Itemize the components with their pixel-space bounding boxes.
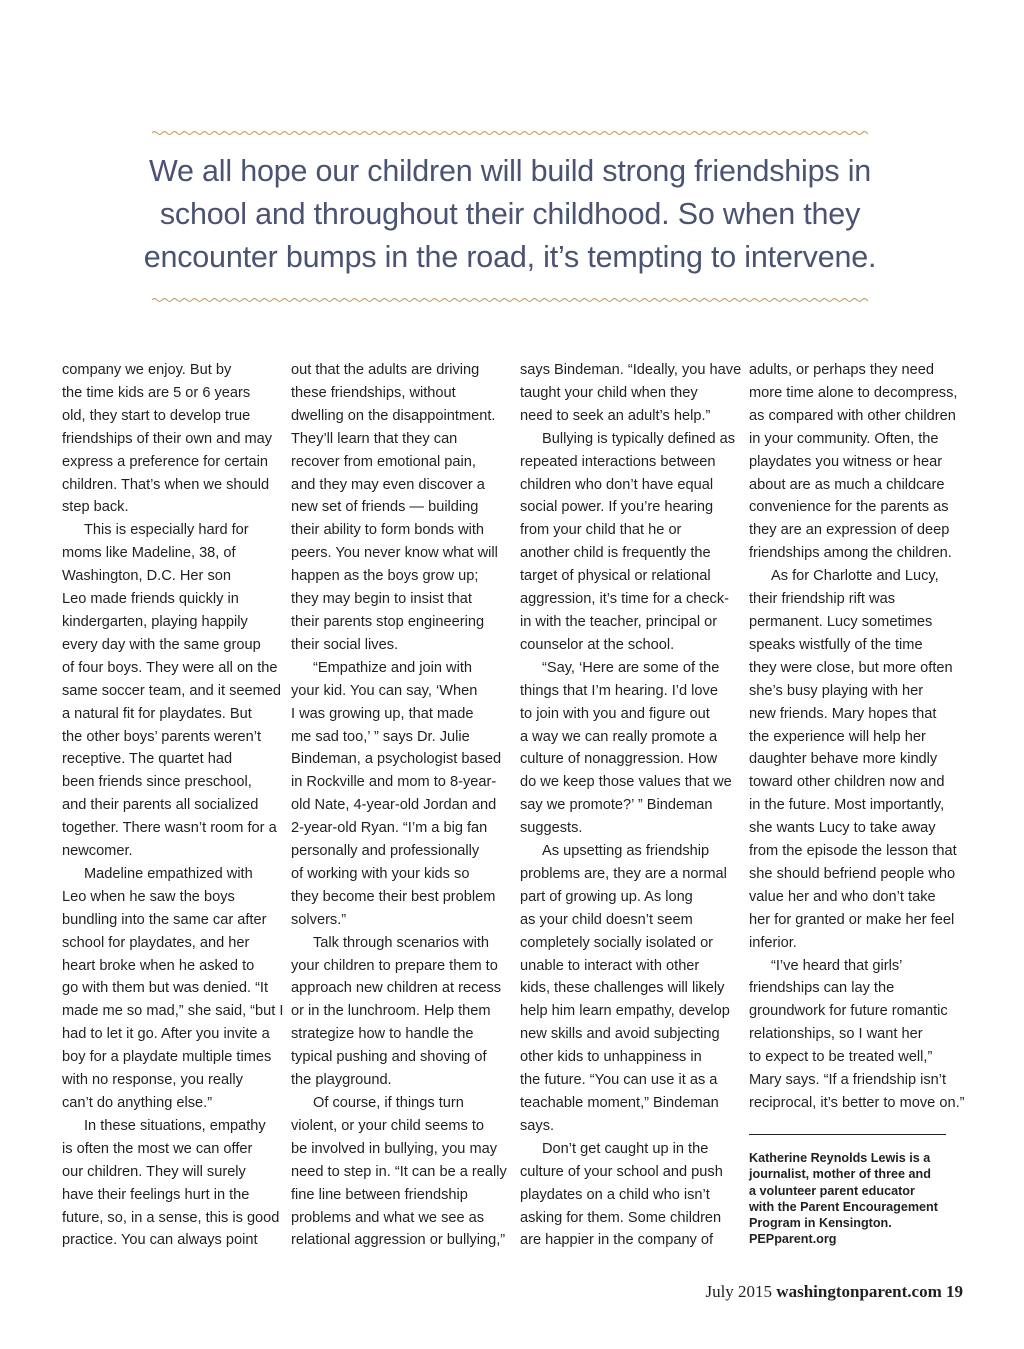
text-line: about are as much a childcare [749, 476, 945, 493]
text-line: violent, or your child seems to [291, 1117, 485, 1134]
text-line: new skills and avoid subjecting [520, 1026, 720, 1043]
text-line: social power. If you’re hearing [520, 499, 714, 516]
paragraph-start: Don’t get caught up in the [542, 1140, 709, 1157]
text-line: our children. They will surely [62, 1163, 246, 1180]
text-line: in Rockville and mom to 8-year- [291, 774, 497, 791]
text-line: 2-year-old Ryan. “I’m a big fan [291, 820, 488, 837]
text-line: do we keep those values that we [520, 774, 732, 791]
text-line: together. There wasn’t room for a [62, 820, 277, 837]
paragraph-start: Talk through scenarios with [313, 934, 490, 951]
text-line: newcomer. [62, 843, 133, 860]
text-line: friendships among the children. [749, 545, 952, 562]
text-line: Leo made friends quickly in [62, 591, 239, 608]
text-line: me sad too,’ ” says Dr. Julie [291, 728, 470, 745]
text-line: had to let it go. After you invite a [62, 1026, 270, 1043]
text-line: in with the teacher, principal or [520, 613, 718, 630]
text-line: need to step in. “It can be a really [291, 1163, 507, 1180]
text-line: suggests. [520, 820, 583, 837]
text-line: taught your child when they [520, 384, 698, 401]
paragraph-start: In these situations, empathy [84, 1117, 266, 1134]
text-line: recover from emotional pain, [291, 453, 476, 470]
author-bio-line: with the Parent Encouragement [749, 1199, 938, 1214]
text-line: same soccer team, and it seemed [62, 682, 282, 699]
text-line: go with them but was denied. “It [62, 980, 269, 997]
text-line: old Nate, 4-year-old Jordan and [291, 797, 497, 814]
text-line: a natural fit for playdates. But [62, 705, 252, 722]
text-line: as compared with other children [749, 407, 956, 424]
text-line: friendships of their own and may [62, 430, 273, 447]
text-line: other kids to unhappiness in [520, 1049, 702, 1066]
text-line: they are an expression of deep [749, 522, 950, 539]
text-line: can’t do anything else.” [62, 1095, 213, 1111]
text-line: to expect to be treated well,” [749, 1049, 933, 1066]
text-line: friendships can lay the [749, 980, 895, 997]
text-line: need to seek an adult’s help.” [520, 407, 711, 424]
text-line: new friends. Mary hopes that [749, 705, 937, 722]
author-bio-line: Katherine Reynolds Lewis is a [749, 1151, 931, 1165]
text-line: company we enjoy. But by [62, 362, 232, 378]
text-line: old, they start to develop true [62, 407, 251, 424]
text-line: teachable moment,” Bindeman [520, 1095, 719, 1111]
article-column-3 [520, 359, 748, 1252]
article-column-1 [62, 359, 290, 1252]
paragraph-start: Bullying is typically defined as [542, 430, 736, 447]
text-line: aggression, it’s time for a check- [520, 591, 729, 608]
text-line: dwelling on the disappointment. [291, 407, 496, 424]
text-line: your kid. You can say, ‘When [291, 682, 478, 699]
text-line: They’ll learn that they can [291, 430, 458, 447]
text-line: she’s busy playing with her [749, 682, 924, 699]
text-line: Washington, D.C. Her son [62, 568, 231, 585]
decorative-wave-bottom [152, 296, 868, 304]
text-line: strategize how to handle the [291, 1026, 474, 1043]
paragraph-start: “I’ve heard that girls’ [771, 957, 903, 974]
text-line: her for granted or make her feel [749, 911, 955, 928]
paragraph-start: Of course, if things turn [313, 1095, 464, 1111]
text-line: problems are, they are a normal [520, 865, 727, 882]
text-line: says Bindeman. “Ideally, you have [520, 362, 742, 378]
text-line: of working with your kids so [291, 865, 470, 882]
text-line: from your child that he or [520, 522, 682, 539]
text-line: solvers.” [291, 911, 347, 928]
text-line: moms like Madeline, 38, of [62, 545, 236, 562]
text-line: and they may even discover a [291, 476, 485, 493]
text-line: made me so mad,” she said, “but I [62, 1003, 284, 1020]
footer-issue-date: July 2015 [705, 1282, 773, 1301]
text-line: speaks wistfully of the time [749, 636, 923, 653]
author-bio [749, 1150, 964, 1248]
text-line: inferior. [749, 934, 797, 951]
text-line: children. That’s when we should [62, 476, 270, 493]
paragraph-start: This is especially hard for [84, 522, 249, 539]
text-line: or in the lunchroom. Help them [291, 1003, 491, 1020]
author-bio-link: PEPparent.org [749, 1232, 837, 1247]
text-line: as your child doesn’t seem [520, 911, 693, 928]
text-line: their parents stop engineering [291, 613, 485, 630]
text-line: she wants Lucy to take away [749, 820, 936, 837]
text-line: target of physical or relational [520, 568, 711, 585]
text-line: Bindeman, a psychologist based [291, 751, 502, 768]
text-line: value her and who don’t take [749, 888, 936, 905]
text-line: they become their best problem [291, 888, 496, 905]
text-line: asking for them. Some children [520, 1209, 722, 1226]
text-line: kindergarten, playing happily [62, 613, 248, 630]
article-column-2 [291, 359, 519, 1252]
text-line: the experience will help her [749, 728, 926, 745]
text-line: been friends since preschool, [62, 774, 252, 791]
text-line: relationships, so I want her [749, 1026, 923, 1043]
paragraph-start: As upsetting as friendship [542, 843, 710, 860]
text-line: be involved in bullying, you may [291, 1140, 498, 1157]
author-bio-line: a volunteer parent educator [749, 1183, 915, 1198]
text-line: completely socially isolated or [520, 934, 714, 951]
text-line: they were close, but more often [749, 659, 953, 676]
paragraph-start: Madeline empathized with [84, 865, 253, 882]
paragraph-start: As for Charlotte and Lucy, [771, 568, 939, 585]
text-line: say we promote?’ ” Bindeman [520, 797, 713, 814]
text-line: have their feelings hurt in the [62, 1186, 250, 1203]
text-line: they may begin to insist that [291, 591, 472, 608]
text-line: to join with you and figure out [520, 705, 710, 722]
decorative-wave-top [152, 129, 868, 137]
text-line: fine line between friendship [291, 1186, 468, 1203]
text-line: typical pushing and shoving of [291, 1049, 487, 1066]
text-line: repeated interactions between [520, 453, 716, 470]
text-line: says. [520, 1117, 555, 1134]
text-line: their ability to form bonds with [291, 522, 485, 539]
text-line: a way we can really promote a [520, 728, 718, 745]
text-line: Leo when he saw the boys [62, 888, 235, 905]
text-line: kids, these challenges will likely [520, 980, 725, 997]
text-line: she should befriend people who [749, 865, 956, 882]
text-line: culture of your school and push [520, 1163, 723, 1180]
text-line: their social lives. [291, 636, 399, 653]
text-line: from the episode the lesson that [749, 843, 957, 860]
text-line: every day with the same group [62, 636, 261, 653]
text-line: help him learn empathy, develop [520, 1003, 730, 1020]
article-column-4 [749, 359, 977, 1115]
text-line: more time alone to decompress, [749, 384, 958, 401]
text-line: new set of friends — building [291, 499, 479, 516]
footer-page-number: 19 [946, 1282, 963, 1301]
text-line: their friendship rift was [749, 591, 895, 608]
text-line: culture of nonaggression. How [520, 751, 718, 768]
text-line: Mary says. “If a friendship isn’t [749, 1072, 947, 1089]
text-line: approach new children at recess [291, 980, 502, 997]
text-line: step back. [62, 499, 129, 516]
text-line: receptive. The quartet had [62, 751, 233, 768]
text-line: with no response, you really [62, 1072, 243, 1089]
text-line: is often the most we can offer [62, 1140, 253, 1157]
pull-quote-line: school and throughout their childhood. So when they [159, 197, 861, 231]
footer-site-name: washingtonparent.com [776, 1282, 942, 1301]
text-line: your children to prepare them to [291, 957, 498, 974]
text-line: out that the adults are driving [291, 362, 480, 378]
text-line: in the future. Most importantly, [749, 797, 945, 814]
page-footer [705, 1282, 963, 1302]
text-line: these friendships, without [291, 384, 456, 401]
text-line: daughter behave more kindly [749, 751, 938, 768]
text-line: bundling into the same car after [62, 911, 267, 928]
text-line: and their parents all socialized [62, 797, 259, 814]
text-line: boy for a playdate multiple times [62, 1049, 272, 1066]
pull-quote [130, 150, 890, 279]
text-line: heart broke when he asked to [62, 957, 255, 974]
text-line: convenience for the parents as [749, 499, 949, 516]
text-line: express a preference for certain [62, 453, 269, 470]
text-line: adults, or perhaps they need [749, 362, 934, 378]
text-line: the playground. [291, 1072, 392, 1089]
pull-quote-line: encounter bumps in the road, it’s tempting to intervene. [143, 240, 877, 274]
text-line: relational aggression or bullying,” [291, 1232, 506, 1249]
text-line: the future. “You can use it as a [520, 1072, 718, 1089]
text-line: future, so, in a sense, this is good [62, 1209, 280, 1226]
text-line: I was growing up, that made [291, 705, 474, 722]
text-line: unable to interact with other [520, 957, 700, 974]
paragraph-start: “Say, ‘Here are some of the [542, 659, 720, 676]
text-line: are happier in the company of [520, 1232, 714, 1249]
text-line: of four boys. They were all on the [62, 659, 278, 676]
text-line: school for playdates, and her [62, 934, 250, 951]
text-line: the other boys’ parents weren’t [62, 728, 262, 745]
text-line: things that I’m hearing. I’d love [520, 682, 718, 699]
text-line: problems and what we see as [291, 1209, 485, 1226]
text-line: permanent. Lucy sometimes [749, 613, 933, 630]
text-line: part of growing up. As long [520, 888, 693, 905]
text-line: playdates on a child who isn’t [520, 1186, 710, 1203]
text-line: the time kids are 5 or 6 years [62, 384, 251, 401]
author-bio-line: journalist, mother of three and [749, 1167, 931, 1182]
text-line: in your community. Often, the [749, 430, 939, 447]
text-line: reciprocal, it’s better to move on.” [749, 1095, 965, 1111]
text-line: practice. You can always point [62, 1232, 258, 1249]
text-line: happen as the boys grow up; [291, 568, 479, 585]
author-bio-divider [749, 1134, 946, 1135]
text-line: children who don’t have equal [520, 476, 714, 493]
text-line: counselor at the school. [520, 636, 675, 653]
text-line: peers. You never know what will [291, 545, 498, 562]
text-line: another child is frequently the [520, 545, 711, 562]
text-line: groundwork for future romantic [749, 1003, 948, 1020]
text-line: personally and professionally [291, 843, 480, 860]
author-bio-line: Program in Kensington. [749, 1216, 892, 1231]
pull-quote-line: We all hope our children will build strong friendships in [148, 154, 872, 188]
paragraph-start: “Empathize and join with [313, 659, 472, 676]
text-line: playdates you witness or hear [749, 453, 943, 470]
text-line: toward other children now and [749, 774, 945, 791]
